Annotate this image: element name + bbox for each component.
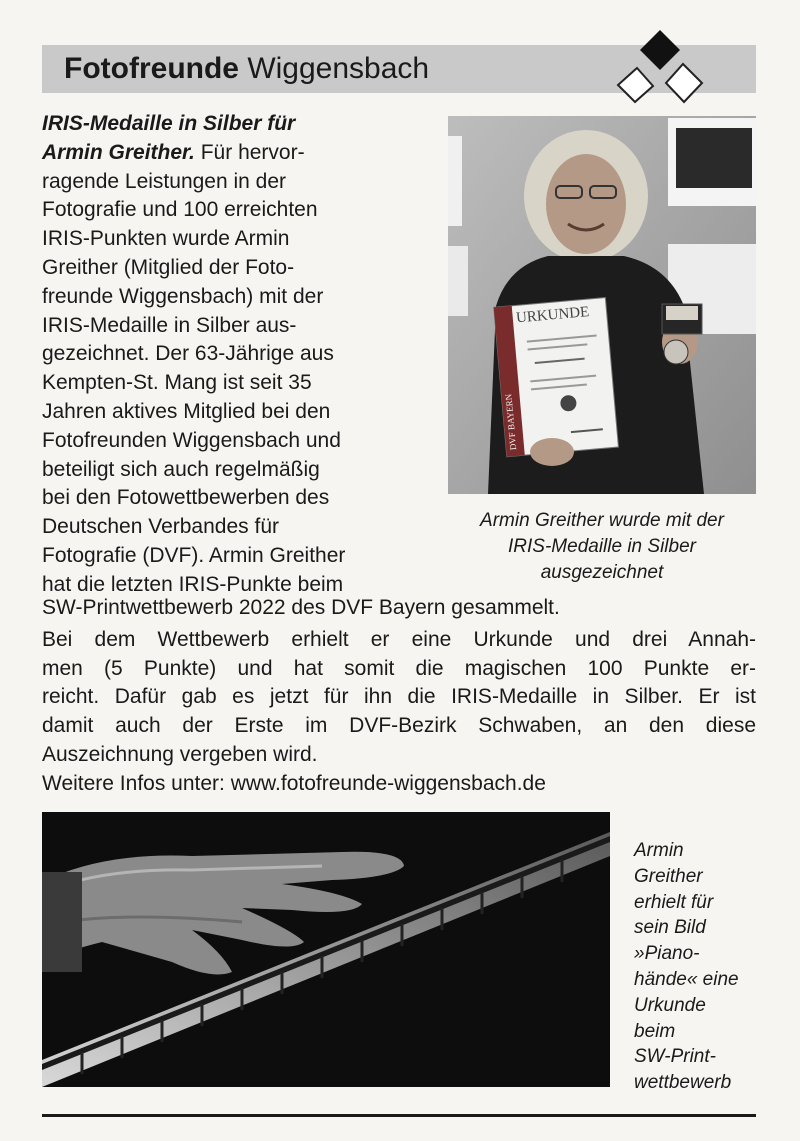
portrait-illustration (448, 116, 756, 494)
lead-line: Deutschen Verbandes für (42, 515, 279, 539)
caption-line: Greither (634, 865, 703, 887)
website-line: Weitere Infos unter: www.fotofreunde-wiggensbach.de (42, 771, 546, 795)
lead-line: Fotofreunden Wiggensbach und (42, 428, 341, 452)
body-line: Bei dem Wettbewerb erhielt er eine Urkunde und drei Annah- (42, 627, 756, 651)
piano-illustration (42, 812, 610, 1087)
continued-paragraph (42, 594, 756, 799)
caption-line: beim (634, 1020, 676, 1042)
caption-line: ausgezeichnet (540, 562, 664, 583)
caption-line: hände« eine (634, 968, 739, 990)
caption-line: Urkunde (634, 994, 706, 1016)
section-title (64, 49, 429, 89)
lead-line: beteiligt sich auch regelmäßig (42, 457, 320, 481)
headline-line-1: IRIS-Medaille in Silber für (42, 112, 296, 135)
portrait-photo (448, 116, 756, 494)
section-title-light: Wiggensbach (247, 52, 430, 85)
lead-line: Greither (Mitglied der Foto- (42, 255, 295, 279)
lead-line: gezeichnet. Der 63-Jährige aus (42, 342, 334, 366)
body-line: reicht. Dafür gab es jetzt für ihn die IRIS-Medaille in Silber. Er ist (42, 685, 756, 709)
body-line: Auszeichnung vergeben wird. (42, 742, 318, 766)
piano-hands-photo (42, 812, 610, 1087)
diamond-ornament-icon (610, 28, 710, 108)
bottom-divider (42, 1114, 756, 1117)
lead-line: Fotografie (DVF). Armin Greither (42, 543, 346, 567)
lead-line: Jahren aktives Mitglied bei den (42, 399, 331, 423)
headline-line-2: Armin Greither. Für hervor- (42, 140, 305, 164)
lead-line: Kempten-St. Mang ist seit 35 (42, 371, 312, 395)
caption-line: Armin Greither wurde mit der (480, 510, 724, 531)
lead-line: IRIS-Medaille in Silber aus- (42, 313, 297, 337)
caption-line: wettbewerb (634, 1072, 732, 1094)
lead-line: hat die letzten IRIS-Punkte beim (42, 572, 344, 596)
caption-line: »Piano- (634, 943, 700, 965)
lead-line: ragende Leistungen in der (42, 169, 287, 193)
caption-line: erhielt für (634, 891, 714, 913)
portrait-caption (448, 508, 756, 586)
caption-line: IRIS-Medaille in Silber (508, 536, 696, 557)
body-line: damit auch der Erste im DVF-Bezirk Schwaben, an den diese (42, 714, 756, 738)
lead-line: Fotografie und 100 erreichten (42, 198, 318, 222)
caption-line: Armin (634, 840, 684, 861)
section-title-bold: Fotofreunde (64, 52, 239, 85)
lead-line: freunde Wiggensbach) mit der (42, 284, 324, 308)
lead-line: IRIS-Punkten wurde Armin (42, 227, 290, 251)
piano-caption (634, 838, 774, 1096)
certificate-title: URKUNDE (515, 304, 590, 327)
body-line: men (5 Punkte) und hat somit die magischen 100 Punkte er- (42, 656, 756, 680)
lead-paragraph (42, 110, 422, 600)
lead-line: bei den Fotowettbewerben des (42, 486, 330, 510)
caption-line: SW-Print- (634, 1046, 716, 1068)
caption-line: sein Bild (634, 917, 706, 939)
body-line: SW-Printwettbewerb 2022 des DVF Bayern gesammelt. (42, 596, 560, 619)
certificate-spine: DVF BAYERN (503, 393, 519, 451)
